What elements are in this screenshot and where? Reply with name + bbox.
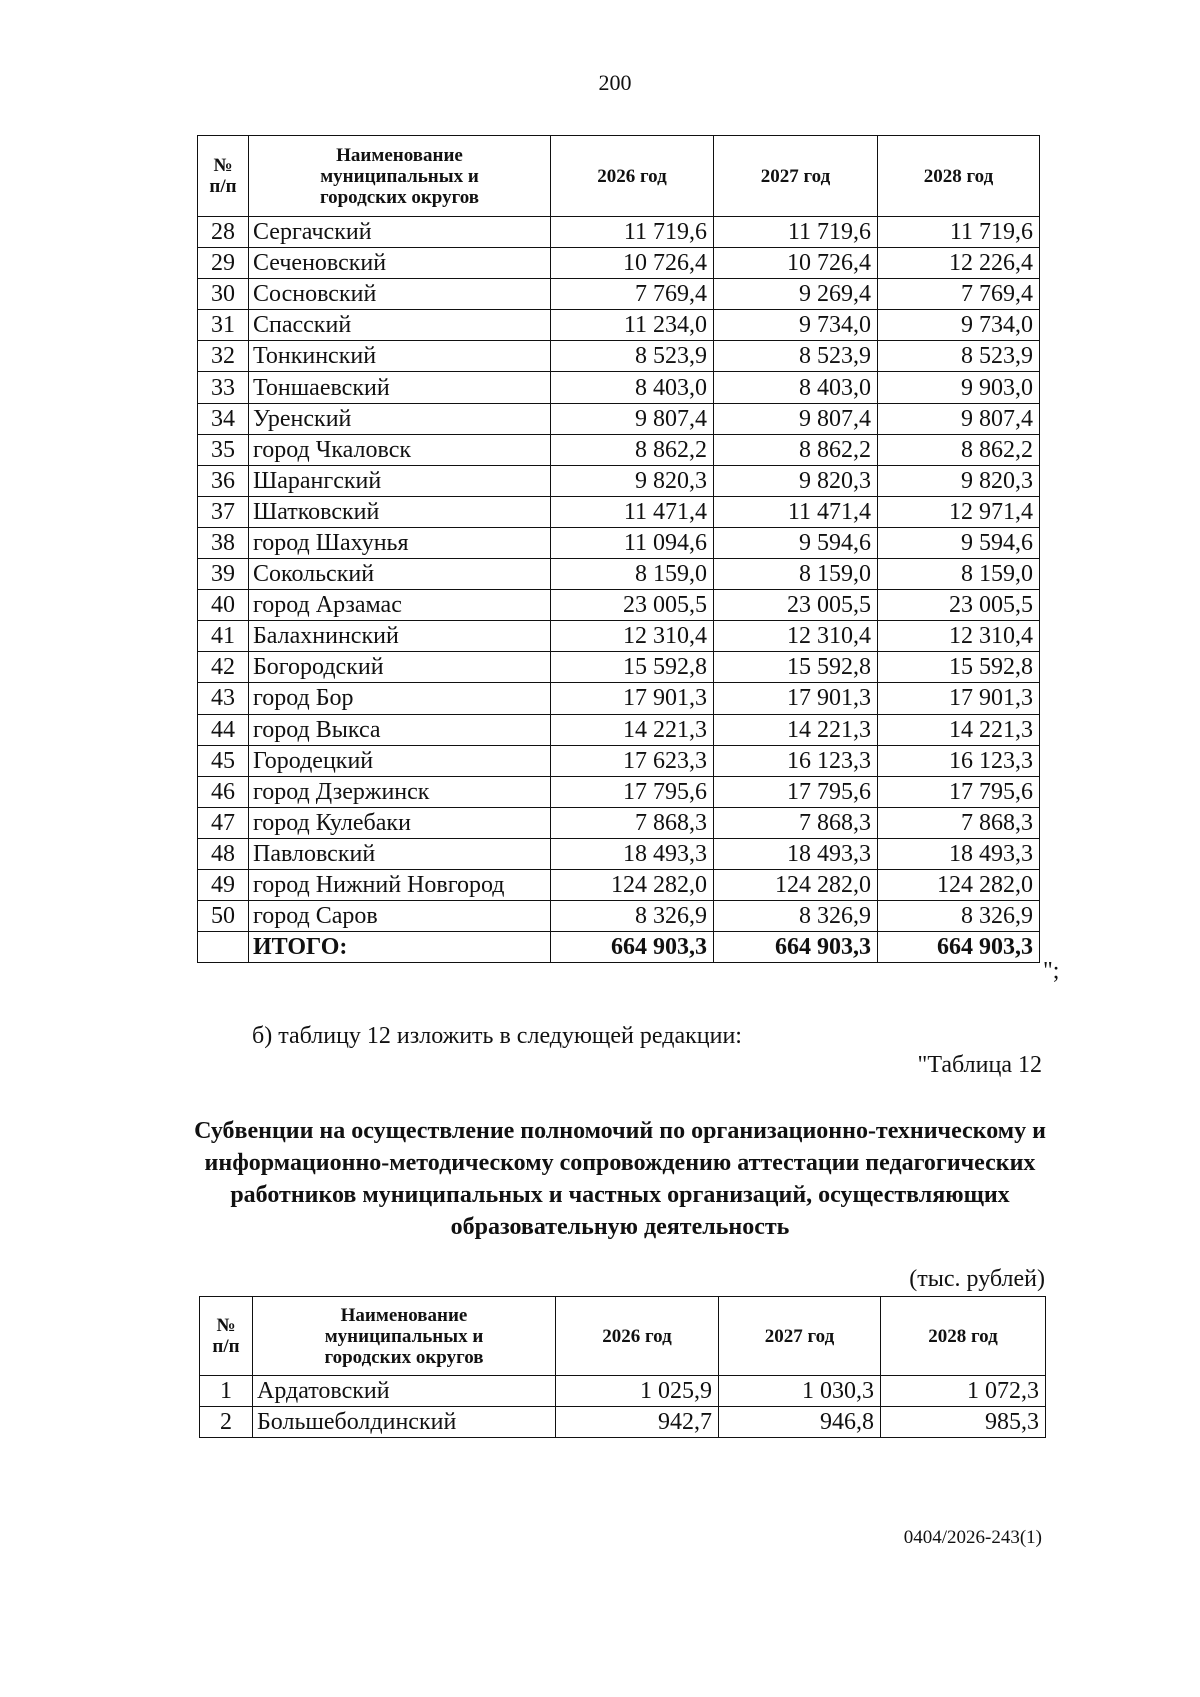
value-2027: 12 310,4 (714, 621, 878, 652)
value-2027: 15 592,8 (714, 652, 878, 683)
header-2026: 2026 год (556, 1297, 719, 1376)
district-name: Балахнинский (249, 621, 551, 652)
value-2028: 8 862,2 (878, 434, 1040, 465)
value-2026: 124 282,0 (551, 869, 714, 900)
value-2028: 12 971,4 (878, 496, 1040, 527)
row-number: 33 (198, 372, 249, 403)
value-2027: 8 862,2 (714, 434, 878, 465)
table-label: "Таблица 12 (917, 1052, 1042, 1078)
value-2027: 16 123,3 (714, 745, 878, 776)
value-2028: 23 005,5 (878, 590, 1040, 621)
value-2026: 18 493,3 (551, 838, 714, 869)
row-number: 47 (198, 807, 249, 838)
row-number: 44 (198, 714, 249, 745)
district-name: Городецкий (249, 745, 551, 776)
value-2027: 10 726,4 (714, 248, 878, 279)
header-num: № п/п (200, 1297, 253, 1376)
district-name: Спасский (249, 310, 551, 341)
table-row (198, 652, 1040, 683)
district-name: город Дзержинск (249, 776, 551, 807)
row-number: 43 (198, 683, 249, 714)
district-name: ИТОГО: (249, 932, 551, 963)
table-row (198, 403, 1040, 434)
row-number: 29 (198, 248, 249, 279)
value-2026: 11 719,6 (551, 217, 714, 248)
value-2028: 14 221,3 (878, 714, 1040, 745)
row-number: 50 (198, 901, 249, 932)
value-2028: 1 072,3 (881, 1376, 1046, 1407)
table-12 (199, 1296, 1046, 1438)
row-number: 45 (198, 745, 249, 776)
header-name: Наименование муниципальных и городских округов (249, 136, 551, 217)
district-name: Ардатовский (253, 1376, 556, 1407)
value-2028: 17 901,3 (878, 683, 1040, 714)
table-row (198, 279, 1040, 310)
value-2028: 12 226,4 (878, 248, 1040, 279)
district-name: Большеболдинский (253, 1407, 556, 1438)
value-2027: 9 269,4 (714, 279, 878, 310)
table-row (198, 683, 1040, 714)
value-2026: 17 795,6 (551, 776, 714, 807)
value-2026: 11 234,0 (551, 310, 714, 341)
header-2026: 2026 год (551, 136, 714, 217)
value-2026: 7 868,3 (551, 807, 714, 838)
district-name: Шатковский (249, 496, 551, 527)
value-2026: 17 623,3 (551, 745, 714, 776)
row-number: 35 (198, 434, 249, 465)
row-number: 37 (198, 496, 249, 527)
table-row (198, 776, 1040, 807)
value-2026: 9 807,4 (551, 403, 714, 434)
value-2026: 8 403,0 (551, 372, 714, 403)
value-2027: 9 807,4 (714, 403, 878, 434)
table-row (198, 341, 1040, 372)
table-subsidies-continued (197, 135, 1040, 963)
table-row (198, 901, 1040, 932)
table-row (198, 434, 1040, 465)
row-number: 38 (198, 527, 249, 558)
value-2028: 18 493,3 (878, 838, 1040, 869)
row-number: 40 (198, 590, 249, 621)
value-2027: 18 493,3 (714, 838, 878, 869)
district-name: Тоншаевский (249, 372, 551, 403)
document-code: 0404/2026-243(1) (903, 1527, 1042, 1548)
value-2026: 1 025,9 (556, 1376, 719, 1407)
value-2027: 14 221,3 (714, 714, 878, 745)
value-2026: 8 523,9 (551, 341, 714, 372)
value-2026: 942,7 (556, 1407, 719, 1438)
table-row (198, 465, 1040, 496)
table-header-row (198, 136, 1040, 217)
header-2027: 2027 год (719, 1297, 881, 1376)
row-number: 28 (198, 217, 249, 248)
row-number: 36 (198, 465, 249, 496)
value-2027: 8 403,0 (714, 372, 878, 403)
table-row (198, 869, 1040, 900)
value-2027: 1 030,3 (719, 1376, 881, 1407)
instruction-text: б) таблицу 12 изложить в следующей редакции: (252, 1023, 742, 1049)
value-2027: 23 005,5 (714, 590, 878, 621)
row-number (198, 932, 249, 963)
value-2026: 8 326,9 (551, 901, 714, 932)
value-2028: 985,3 (881, 1407, 1046, 1438)
table-row (198, 310, 1040, 341)
table-row (198, 621, 1040, 652)
district-name: Тонкинский (249, 341, 551, 372)
value-2027: 11 719,6 (714, 217, 878, 248)
header-name: Наименование муниципальных и городских округов (253, 1297, 556, 1376)
row-number: 42 (198, 652, 249, 683)
value-2028: 12 310,4 (878, 621, 1040, 652)
header-2027: 2027 год (714, 136, 878, 217)
district-name: Сергачский (249, 217, 551, 248)
table-row (198, 217, 1040, 248)
table-row (198, 559, 1040, 590)
value-2027: 17 795,6 (714, 776, 878, 807)
district-name: Павловский (249, 838, 551, 869)
row-number: 41 (198, 621, 249, 652)
value-2027: 946,8 (719, 1407, 881, 1438)
value-2027: 7 868,3 (714, 807, 878, 838)
table-title: Субвенции на осуществление полномочий по организационно-техническому и информационно-методическому сопровождению аттестации педагогических работников муниципальных и частных организаций, осуществляющих образовательную деятельность (194, 1118, 1046, 1240)
value-2027: 9 734,0 (714, 310, 878, 341)
district-name: Сокольский (249, 559, 551, 590)
value-2028: 9 903,0 (878, 372, 1040, 403)
district-name: Богородский (249, 652, 551, 683)
district-name: город Выкса (249, 714, 551, 745)
table-row (198, 590, 1040, 621)
value-2027: 8 523,9 (714, 341, 878, 372)
value-2027: 8 159,0 (714, 559, 878, 590)
value-2026: 8 159,0 (551, 559, 714, 590)
value-2026: 15 592,8 (551, 652, 714, 683)
value-2028: 9 820,3 (878, 465, 1040, 496)
value-2028: 8 326,9 (878, 901, 1040, 932)
table-row (198, 496, 1040, 527)
value-2028: 664 903,3 (878, 932, 1040, 963)
value-2026: 11 471,4 (551, 496, 714, 527)
value-2027: 8 326,9 (714, 901, 878, 932)
row-number: 34 (198, 403, 249, 434)
table-row (198, 745, 1040, 776)
value-2027: 664 903,3 (714, 932, 878, 963)
value-2028: 9 594,6 (878, 527, 1040, 558)
value-2026: 14 221,3 (551, 714, 714, 745)
value-2028: 16 123,3 (878, 745, 1040, 776)
district-name: Сеченовский (249, 248, 551, 279)
value-2027: 9 820,3 (714, 465, 878, 496)
table-row (200, 1407, 1046, 1438)
table-row (198, 714, 1040, 745)
header-2028: 2028 год (878, 136, 1040, 217)
row-number: 31 (198, 310, 249, 341)
value-2027: 17 901,3 (714, 683, 878, 714)
value-2028: 15 592,8 (878, 652, 1040, 683)
page-number: 200 (598, 70, 632, 95)
table-row (198, 807, 1040, 838)
row-number: 1 (200, 1376, 253, 1407)
district-name: Сосновский (249, 279, 551, 310)
value-2026: 12 310,4 (551, 621, 714, 652)
table-row (198, 838, 1040, 869)
value-2026: 9 820,3 (551, 465, 714, 496)
value-2026: 11 094,6 (551, 527, 714, 558)
value-2028: 8 159,0 (878, 559, 1040, 590)
value-2026: 8 862,2 (551, 434, 714, 465)
district-name: город Саров (249, 901, 551, 932)
value-2028: 9 734,0 (878, 310, 1040, 341)
row-number: 39 (198, 559, 249, 590)
table-row (200, 1376, 1046, 1407)
row-number: 48 (198, 838, 249, 869)
total-row (198, 932, 1040, 963)
table-row (198, 248, 1040, 279)
header-num: № п/п (198, 136, 249, 217)
value-2028: 7 868,3 (878, 807, 1040, 838)
district-name: город Нижний Новгород (249, 869, 551, 900)
district-name: город Чкаловск (249, 434, 551, 465)
value-2026: 7 769,4 (551, 279, 714, 310)
district-name: город Кулебаки (249, 807, 551, 838)
value-2028: 124 282,0 (878, 869, 1040, 900)
row-number: 32 (198, 341, 249, 372)
value-2026: 23 005,5 (551, 590, 714, 621)
units-label: (тыс. рублей) (909, 1266, 1045, 1292)
district-name: Шарангский (249, 465, 551, 496)
value-2026: 664 903,3 (551, 932, 714, 963)
value-2027: 124 282,0 (714, 869, 878, 900)
value-2028: 7 769,4 (878, 279, 1040, 310)
value-2027: 11 471,4 (714, 496, 878, 527)
row-number: 2 (200, 1407, 253, 1438)
district-name: город Арзамас (249, 590, 551, 621)
row-number: 46 (198, 776, 249, 807)
value-2026: 10 726,4 (551, 248, 714, 279)
value-2028: 17 795,6 (878, 776, 1040, 807)
district-name: Уренский (249, 403, 551, 434)
district-name: город Бор (249, 683, 551, 714)
value-2026: 17 901,3 (551, 683, 714, 714)
value-2028: 11 719,6 (878, 217, 1040, 248)
table-row (198, 372, 1040, 403)
value-2028: 9 807,4 (878, 403, 1040, 434)
row-number: 49 (198, 869, 249, 900)
row-number: 30 (198, 279, 249, 310)
value-2028: 8 523,9 (878, 341, 1040, 372)
table-header-row (200, 1297, 1046, 1376)
table-row (198, 527, 1040, 558)
district-name: город Шахунья (249, 527, 551, 558)
header-2028: 2028 год (881, 1297, 1046, 1376)
value-2027: 9 594,6 (714, 527, 878, 558)
closing-quote: "; (1043, 958, 1060, 984)
